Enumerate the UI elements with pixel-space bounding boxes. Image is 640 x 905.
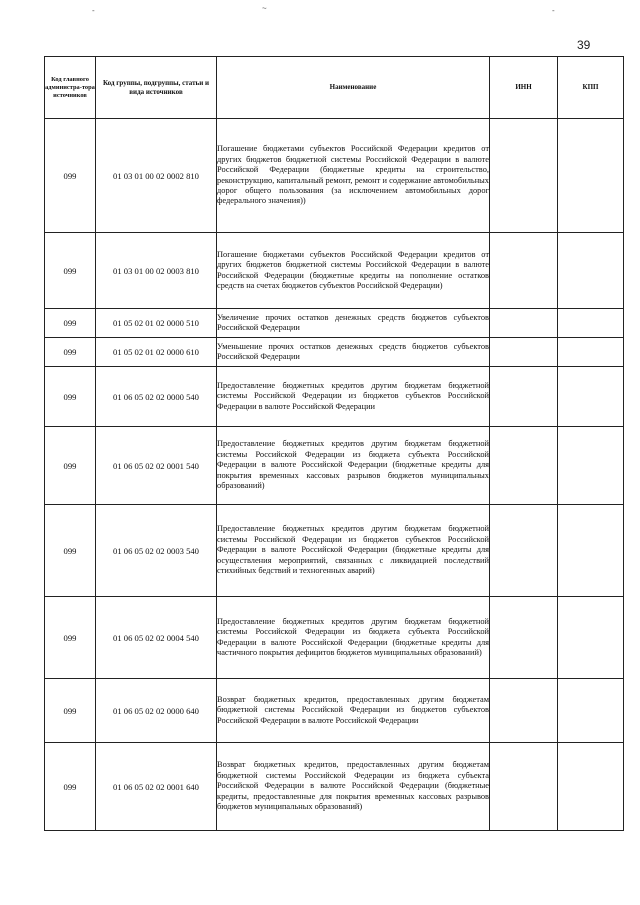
name-cell: Увеличение прочих остатков денежных средств бюджетов субъектов Российской Федерации bbox=[217, 309, 490, 338]
header-group-code: Код группы, подгруппы, статьи и вида источников bbox=[96, 57, 217, 119]
name-cell: Погашение бюджетами субъектов Российской Федерации кредитов от других бюджетов бюджетной системы Российской Федерации в валюте Российской Федерации (бюджетные кредиты на строительство, реконструкцию, капитальный ремонт, ремонт и содержание автомобильных дорог общего пользования (за исключением автомобильных дорог федерального значения)) bbox=[217, 119, 490, 233]
inn-cell bbox=[490, 233, 558, 309]
inn-cell bbox=[490, 338, 558, 367]
kpp-cell bbox=[558, 505, 624, 597]
source-code-cell: 01 06 05 02 02 0001 640 bbox=[96, 743, 217, 831]
kpp-cell bbox=[558, 338, 624, 367]
source-code-cell: 01 06 05 02 02 0004 540 bbox=[96, 597, 217, 679]
kpp-cell bbox=[558, 309, 624, 338]
name-cell: Предоставление бюджетных кредитов другим бюджетам бюджетной системы Российской Федерации из бюджета субъекта Российской Федерации в валюте Российской Федерации (бюджетные кредиты для частичного покрытия дефицитов бюджетов муниципальных образований) bbox=[217, 597, 490, 679]
source-code-cell: 01 06 05 02 02 0001 540 bbox=[96, 427, 217, 505]
scan-mark: - bbox=[552, 6, 555, 15]
table-row bbox=[45, 367, 624, 427]
table-row bbox=[45, 427, 624, 505]
inn-cell bbox=[490, 505, 558, 597]
header-kpp: КПП bbox=[558, 57, 624, 119]
header-admin-code: Код главного администра-тора источников bbox=[45, 57, 96, 119]
source-code-cell: 01 03 01 00 02 0003 810 bbox=[96, 233, 217, 309]
name-cell: Уменьшение прочих остатков денежных средств бюджетов субъектов Российской Федерации bbox=[217, 338, 490, 367]
name-cell: Предоставление бюджетных кредитов другим бюджетам бюджетной системы Российской Федерации из бюджета субъекта Российской Федерации в валюте Российской Федерации (бюджетные кредиты для покрытия временных кассовых разрывов бюджетов муниципальных образований) bbox=[217, 427, 490, 505]
admin-code-cell: 099 bbox=[45, 309, 96, 338]
kpp-cell bbox=[558, 233, 624, 309]
source-code-cell: 01 05 02 01 02 0000 510 bbox=[96, 309, 217, 338]
table-row bbox=[45, 505, 624, 597]
kpp-cell bbox=[558, 367, 624, 427]
scan-mark: ~ bbox=[262, 4, 267, 13]
scan-mark: - bbox=[92, 6, 95, 15]
admin-code-cell: 099 bbox=[45, 233, 96, 309]
kpp-cell bbox=[558, 597, 624, 679]
name-cell: Возврат бюджетных кредитов, предоставленных другим бюджетам бюджетной системы Российской Федерации из бюджетов субъектов Российской Федерации в валюте Российской Федерации bbox=[217, 679, 490, 743]
admin-code-cell: 099 bbox=[45, 597, 96, 679]
inn-cell bbox=[490, 367, 558, 427]
kpp-cell bbox=[558, 743, 624, 831]
name-cell: Предоставление бюджетных кредитов другим бюджетам бюджетной системы Российской Федерации из бюджетов субъектов Российской Федерации в валюте Российской Федерации (бюджетные кредиты для осуществления мероприятий, связанных с ликвидацией последствий стихийных бедствий и техногенных аварий) bbox=[217, 505, 490, 597]
source-code-cell: 01 06 05 02 02 0003 540 bbox=[96, 505, 217, 597]
source-code-cell: 01 06 05 02 02 0000 540 bbox=[96, 367, 217, 427]
inn-cell bbox=[490, 597, 558, 679]
inn-cell bbox=[490, 309, 558, 338]
name-cell: Возврат бюджетных кредитов, предоставленных другим бюджетам бюджетной системы Российской Федерации из бюджета субъекта Российской Федерации в валюте Российской Федерации (бюджетные кредиты, предоставленные для покрытия временных кассовых разрывов бюджетов муниципальных образований) bbox=[217, 743, 490, 831]
table-row bbox=[45, 597, 624, 679]
kpp-cell bbox=[558, 679, 624, 743]
table-row bbox=[45, 679, 624, 743]
header-name: Наименование bbox=[217, 57, 490, 119]
source-code-cell: 01 03 01 00 02 0002 810 bbox=[96, 119, 217, 233]
table-row bbox=[45, 743, 624, 831]
inn-cell bbox=[490, 679, 558, 743]
admin-code-cell: 099 bbox=[45, 338, 96, 367]
table-header-row bbox=[45, 57, 624, 119]
source-code-cell: 01 05 02 01 02 0000 610 bbox=[96, 338, 217, 367]
admin-code-cell: 099 bbox=[45, 427, 96, 505]
admin-code-cell: 099 bbox=[45, 119, 96, 233]
table-row bbox=[45, 119, 624, 233]
header-inn: ИНН bbox=[490, 57, 558, 119]
inn-cell bbox=[490, 427, 558, 505]
table-row bbox=[45, 309, 624, 338]
admin-code-cell: 099 bbox=[45, 367, 96, 427]
source-code-cell: 01 06 05 02 02 0000 640 bbox=[96, 679, 217, 743]
page-number: 39 bbox=[577, 38, 591, 52]
admin-code-cell: 099 bbox=[45, 743, 96, 831]
kpp-cell bbox=[558, 427, 624, 505]
name-cell: Предоставление бюджетных кредитов другим бюджетам бюджетной системы Российской Федерации из бюджетов субъектов Российской Федерации в валюте Российской Федерации bbox=[217, 367, 490, 427]
inn-cell bbox=[490, 743, 558, 831]
admin-code-cell: 099 bbox=[45, 505, 96, 597]
sources-table bbox=[44, 56, 624, 831]
admin-code-cell: 099 bbox=[45, 679, 96, 743]
name-cell: Погашение бюджетами субъектов Российской Федерации кредитов от других бюджетов бюджетной системы Российской Федерации в валюте Российской Федерации (бюджетные кредиты на пополнение остатков средств на счетах бюджетов субъектов Российской Федерации) bbox=[217, 233, 490, 309]
table-row bbox=[45, 338, 624, 367]
table-row bbox=[45, 233, 624, 309]
kpp-cell bbox=[558, 119, 624, 233]
inn-cell bbox=[490, 119, 558, 233]
